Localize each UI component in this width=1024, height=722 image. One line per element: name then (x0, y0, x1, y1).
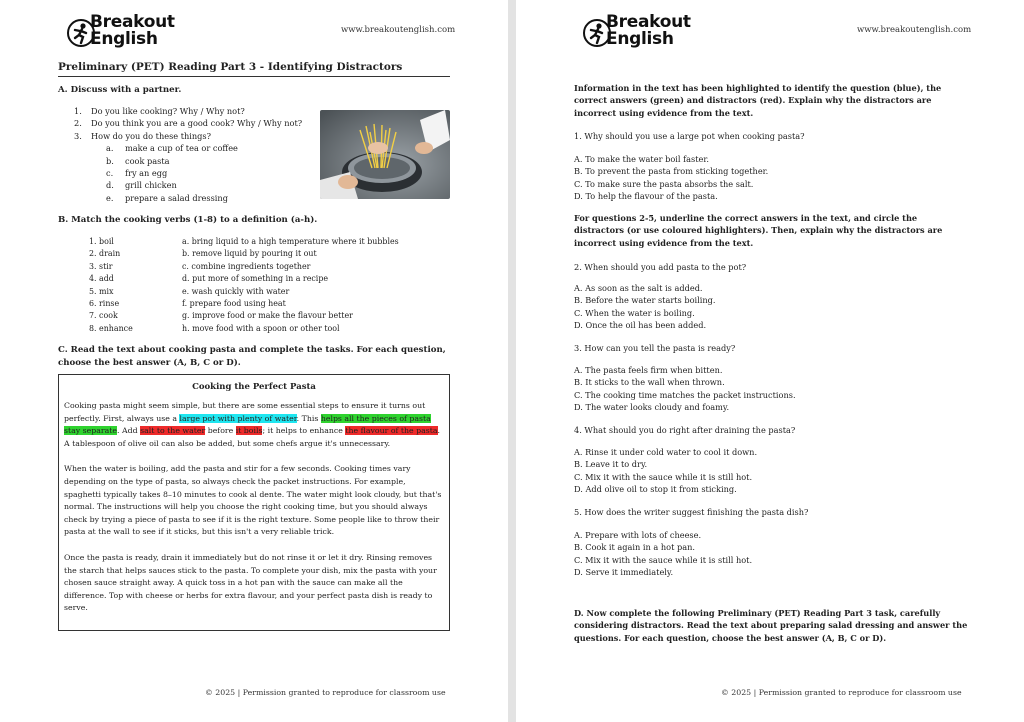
table-row: 4. add d. put more of something in a recipe (89, 274, 329, 284)
reading-paragraph-3: Once the pasta is ready, drain it immediately but do not rinse it or let it dry. Rinsing removes the starch that helps sauces stick to the pasta. To complete your dish, mix the pasta with your chosen sauce straight away. A quick toss in a hot pan with the sauce can make all the difference. Top with cheese or herbs for extra flavour, and your perfect pasta dish is ready to serve. (64, 552, 437, 613)
highlight-correct-answer: helps all the pieces of pasta stay separate (64, 413, 431, 436)
list-item: A. Rinse it under cold water to cool it down. (574, 447, 758, 457)
worksheet-page-1 (0, 0, 508, 722)
highlight-question: large pot with plenty of water (179, 413, 297, 423)
list-item: B. Before the water starts boiling. (574, 295, 716, 306)
list-item: C. Mix it with the sauce while it is still hot. (574, 471, 753, 482)
highlight-distractor: the flavour of the pasta (345, 426, 438, 436)
list-item: B. Leave it to dry. (574, 459, 648, 470)
section-a-heading: A. Discuss with a partner. (58, 85, 182, 95)
question-5-options (574, 529, 969, 578)
highlight-distractor: salt to the water (140, 426, 206, 436)
site-url: www.breakoutenglish.com (341, 25, 456, 35)
section-b-heading: B. Match the cooking verbs (1-8) to a definition (a-h). (58, 215, 318, 225)
list-item: C. When the water is boiling. (574, 307, 695, 318)
list-item: b. cook pasta (106, 155, 170, 166)
section-d-heading: D. Now complete the following Preliminary (PET) Reading Part 3 task, carefully considering distractors. Read the text about preparing salad dressing and answer the questions. For each question, choose the best answer (A, B, C or D). (574, 608, 968, 643)
question-5: 5. How does the writer suggest finishing the pasta dish? (574, 507, 809, 517)
page-footer: © 2025 | Permission granted to reproduce for classroom use (721, 688, 962, 697)
question-2-options (574, 282, 969, 331)
list-item: D. The water looks cloudy and foamy. (574, 401, 730, 412)
breakout-english-logo (66, 14, 186, 54)
list-item: C. To make sure the pasta absorbs the salt. (574, 178, 754, 189)
list-item: 3. How do you do these things? (74, 130, 212, 141)
logo-text-line1: Breakout (90, 12, 175, 32)
list-item: A. As soon as the salt is added. (574, 283, 703, 293)
question-1-options (574, 153, 969, 202)
section-c-heading: C. Read the text about cooking pasta and complete the tasks. For each question, choose the best answer (A, B, C or D). (58, 345, 446, 368)
list-item: A. To make the water boil faster. (574, 154, 709, 164)
verb-definition-table (89, 236, 399, 335)
list-item: c. fry an egg (106, 168, 168, 179)
reading-paragraph-1: Cooking pasta might seem simple, but there are some essential steps to ensure it turns out perfectly. First, always use a large pot with plenty of water. This helps all the pieces of pasta stay separate. Add salt to the water before it boils; it helps to enhance the flavour of the pasta. A tablespoon of olive oil can also be added, but some chefs argue it's unnecessary. (64, 401, 441, 448)
reading-text-title: Cooking the Perfect Pasta (192, 382, 316, 392)
list-item: d. grill chicken (106, 180, 177, 191)
list-item: 1. Do you like cooking? Why / Why not? (74, 106, 245, 116)
page-footer: © 2025 | Permission granted to reproduce for classroom use (205, 688, 446, 697)
table-row: 2. drain b. remove liquid by pouring it out (89, 249, 317, 259)
logo-text-line1: Breakout (606, 12, 691, 32)
question-4: 4. What should you do right after draining the pasta? (574, 425, 796, 435)
logo-text-line2: English (606, 29, 674, 49)
question-3-options (574, 364, 969, 413)
table-row: 6. rinse f. prepare food using heat (89, 299, 286, 309)
task-instructions: For questions 2-5, underline the correct answers in the text, and circle the distractors (or use coloured highlighters). Then, explain why the distractors are incorrect using evidence from the text. (574, 213, 943, 248)
table-row: 1. boil a. bring liquid to a high temperature where it bubbles (89, 237, 399, 246)
highlight-instructions: Information in the text has been highlighted to identify the question (blue), the correct answers (green) and distractors (red). Explain why the distractors are incorrect using evidence from the text. (574, 83, 942, 118)
list-item: A. The pasta feels firm when bitten. (574, 365, 723, 375)
pasta-pot-photo (320, 110, 450, 199)
list-item: e. prepare a salad dressing (106, 192, 228, 203)
site-url: www.breakoutenglish.com (857, 25, 972, 35)
question-2: 2. When should you add pasta to the pot? (574, 262, 747, 272)
table-row: 3. stir c. combine ingredients together (89, 261, 311, 271)
list-item: D. Add olive oil to stop it from sticking. (574, 483, 737, 494)
highlight-distractor: it boils (235, 426, 263, 436)
list-item: C. The cooking time matches the packet instructions. (574, 389, 796, 400)
worksheet-page-2 (516, 0, 1024, 722)
reading-paragraph-2: When the water is boiling, add the pasta and stir for a few seconds. Cooking times vary depending on the type of pasta, so always check the packet instructions. For example, spaghetti typically takes 8–10 minutes to cook al dente. The water might look cloudy, but that's normal. The instructions will help you choose the right cooking time, but you should always check by trying a piece of pasta to see if it is the right texture. Some people like to throw their pasta at the wall to see if it sticks, but this isn't a very reliable trick. (64, 464, 442, 537)
list-item: B. Cook it again in a hot pan. (574, 542, 695, 553)
discussion-questions (74, 105, 302, 204)
breakout-english-logo (582, 14, 702, 54)
question-4-options (574, 446, 969, 495)
question-1: 1. Why should you use a large pot when cooking pasta? (574, 131, 805, 141)
list-item: a. make a cup of tea or coffee (106, 143, 238, 154)
list-item: D. Serve it immediately. (574, 566, 674, 577)
logo-text-line2: English (90, 29, 158, 49)
list-item: B. It sticks to the wall when thrown. (574, 377, 725, 388)
list-item: D. To help the flavour of the pasta. (574, 190, 718, 201)
list-item: D. Once the oil has been added. (574, 319, 707, 330)
table-row: 7. cook g. improve food or make the flavour better (89, 311, 353, 321)
question-3: 3. How can you tell the pasta is ready? (574, 343, 736, 353)
list-item: C. Mix it with the sauce while it is still hot. (574, 554, 753, 565)
reading-text-box (58, 374, 450, 631)
list-item: A. Prepare with lots of cheese. (574, 530, 702, 540)
list-item: 2. Do you think you are a good cook? Why / Why not? (74, 118, 303, 129)
table-row: 8. enhance h. move food with a spoon or other tool (89, 323, 340, 333)
list-item: B. To prevent the pasta from sticking together. (574, 166, 769, 177)
table-row: 5. mix e. wash quickly with water (89, 286, 290, 296)
worksheet-title: Preliminary (PET) Reading Part 3 - Identifying Distractors (58, 61, 450, 77)
